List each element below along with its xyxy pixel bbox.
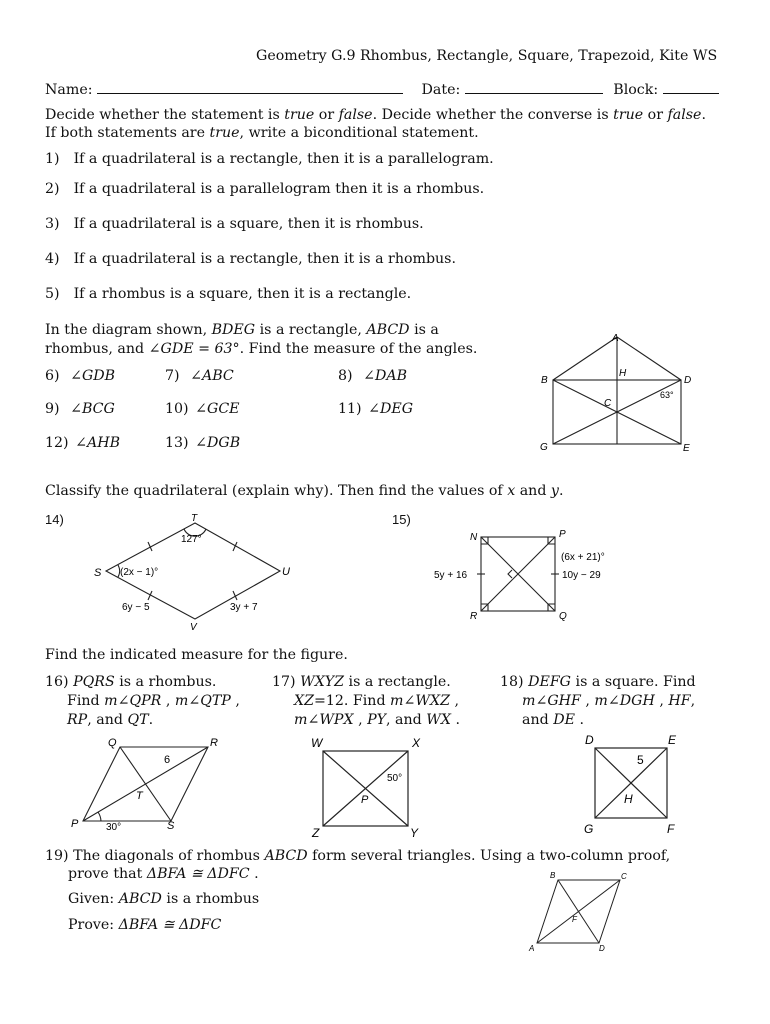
side-right-expression: 10y − 29 [562, 570, 601, 581]
label-H: H [624, 792, 633, 806]
angle-50-label: 50° [387, 773, 403, 784]
label-G: G [584, 822, 594, 836]
side-sv-expression: 6y − 5 [122, 602, 150, 613]
angle-s-expression: (2x − 1)° [120, 567, 159, 578]
problem-19-text: 19) The diagonals of rhombus ABCD form several triangles. Using a two-column proof, prove that ΔBFA ≅ ΔDFC . [45, 848, 671, 882]
label-C: C [621, 872, 627, 881]
label-W: W [311, 736, 323, 750]
prove-statement: Prove: ΔBFA ≅ ΔDFC [68, 917, 222, 933]
statement-item: 4) If a quadrilateral is a rectangle, then it is a rhombus. [45, 251, 456, 267]
angle-question: 7) ∠ABC [165, 368, 234, 384]
label-D: D [599, 944, 605, 953]
label-R: R [210, 737, 218, 749]
block-label: Block: [613, 82, 659, 98]
label-V: V [190, 622, 197, 633]
label-B: B [541, 375, 548, 386]
label-G: G [540, 442, 548, 453]
label-A: A [529, 944, 535, 953]
label-U: U [282, 566, 290, 578]
problem-14-number: 14) [45, 512, 64, 527]
problem-17-text: 17) WXYZ is a rectangle. XZ=12. Find m∠WXZ , m∠WPX , PY, and WX . [272, 674, 460, 728]
directions-line-2: If both statements are true, write a biconditional statement. [45, 125, 479, 141]
given-statement: Given: ABCD is a rhombus [68, 891, 260, 907]
rhombus-19-figure [525, 870, 635, 955]
label-Q: Q [108, 737, 117, 749]
label-S: S [94, 567, 102, 579]
rhombus-16-figure [68, 736, 238, 836]
label-E: E [668, 733, 677, 747]
label-H: H [619, 368, 627, 379]
problem-15-number: 15) [392, 512, 411, 527]
square-18-figure [580, 732, 690, 837]
label-E: E [683, 443, 690, 454]
angle-63-label: 63° [660, 390, 674, 400]
angle-question: 12) ∠AHB [45, 435, 121, 451]
angle-127-label: 127° [181, 534, 202, 545]
angle-question: 11) ∠DEG [338, 401, 414, 417]
indicated-directions: Find the indicated measure for the figure. [45, 647, 348, 663]
statement-item: 3) If a quadrilateral is a square, then it is rhombus. [45, 216, 424, 232]
label-T: T [191, 513, 198, 524]
segment-5-label: 5 [637, 753, 644, 767]
angle-question: 13) ∠DGB [165, 435, 241, 451]
label-A: A [612, 333, 619, 344]
label-B: B [550, 871, 556, 880]
angle-question: 10) ∠GCE [165, 401, 240, 417]
name-label: Name: [45, 82, 93, 98]
diagram-intro-line-2: rhombus, and ∠GDE = 63°. Find the measure of the angles. [45, 341, 478, 357]
label-D: D [585, 733, 594, 747]
label-P: P [361, 794, 369, 806]
problem-16-text: 16) PQRS is a rhombus. Find m∠QPR , m∠QTP , RP, and QT. [45, 674, 240, 728]
diagram-intro-line-1: In the diagram shown, BDEG is a rectangle, ABCD is a [45, 322, 439, 338]
angle-question: 9) ∠BCG [45, 401, 115, 417]
classify-directions: Classify the quadrilateral (explain why). Then find the values of x and y. [45, 483, 564, 499]
label-Y: Y [410, 826, 419, 840]
label-C: C [604, 398, 612, 409]
label-D: D [684, 375, 692, 386]
rhombus-14-figure [92, 512, 302, 632]
angle-30-label: 30° [106, 822, 122, 833]
label-R: R [470, 611, 478, 622]
label-F: F [667, 822, 675, 836]
worksheet-title: Geometry G.9 Rhombus, Rectangle, Square, Trapezoid, Kite WS [256, 48, 718, 64]
label-N: N [470, 532, 478, 543]
angle-question: 8) ∠DAB [338, 368, 408, 384]
label-F: F [572, 915, 577, 924]
date-label: Date: [421, 82, 461, 98]
student-info-row [45, 81, 719, 98]
label-P: P [559, 529, 566, 540]
square-15-figure [430, 526, 620, 626]
statement-item: 2) If a quadrilateral is a parallelogram then it is a rhombus. [45, 181, 485, 197]
rectangle-17-figure [306, 736, 436, 841]
statement-item: 5) If a rhombus is a square, then it is a rectangle. [45, 286, 412, 302]
segment-6-label: 6 [164, 754, 171, 766]
statement-item: 1) If a quadrilateral is a rectangle, then it is a parallelogram. [45, 151, 494, 167]
directions-line-1: Decide whether the statement is true or false. Decide whether the converse is true or false. [45, 107, 706, 123]
label-S: S [167, 820, 175, 832]
side-left-expression: 5y + 16 [434, 570, 468, 581]
label-P: P [71, 818, 79, 830]
label-X: X [412, 736, 421, 750]
angle-question: 6) ∠GDB [45, 368, 116, 384]
problem-18-text: 18) DEFG is a square. Find m∠GHF , m∠DGH , HF, and DE . [500, 674, 696, 728]
angle-expression: (6x + 21)° [561, 552, 605, 563]
name-field[interactable] [97, 81, 403, 94]
label-Q: Q [559, 611, 567, 622]
label-Z: Z [312, 826, 320, 840]
block-field[interactable] [663, 81, 719, 94]
rectangle-rhombus-figure [536, 328, 716, 453]
date-field[interactable] [465, 81, 603, 94]
side-uv-expression: 3y + 7 [230, 602, 258, 613]
label-T: T [136, 790, 143, 802]
